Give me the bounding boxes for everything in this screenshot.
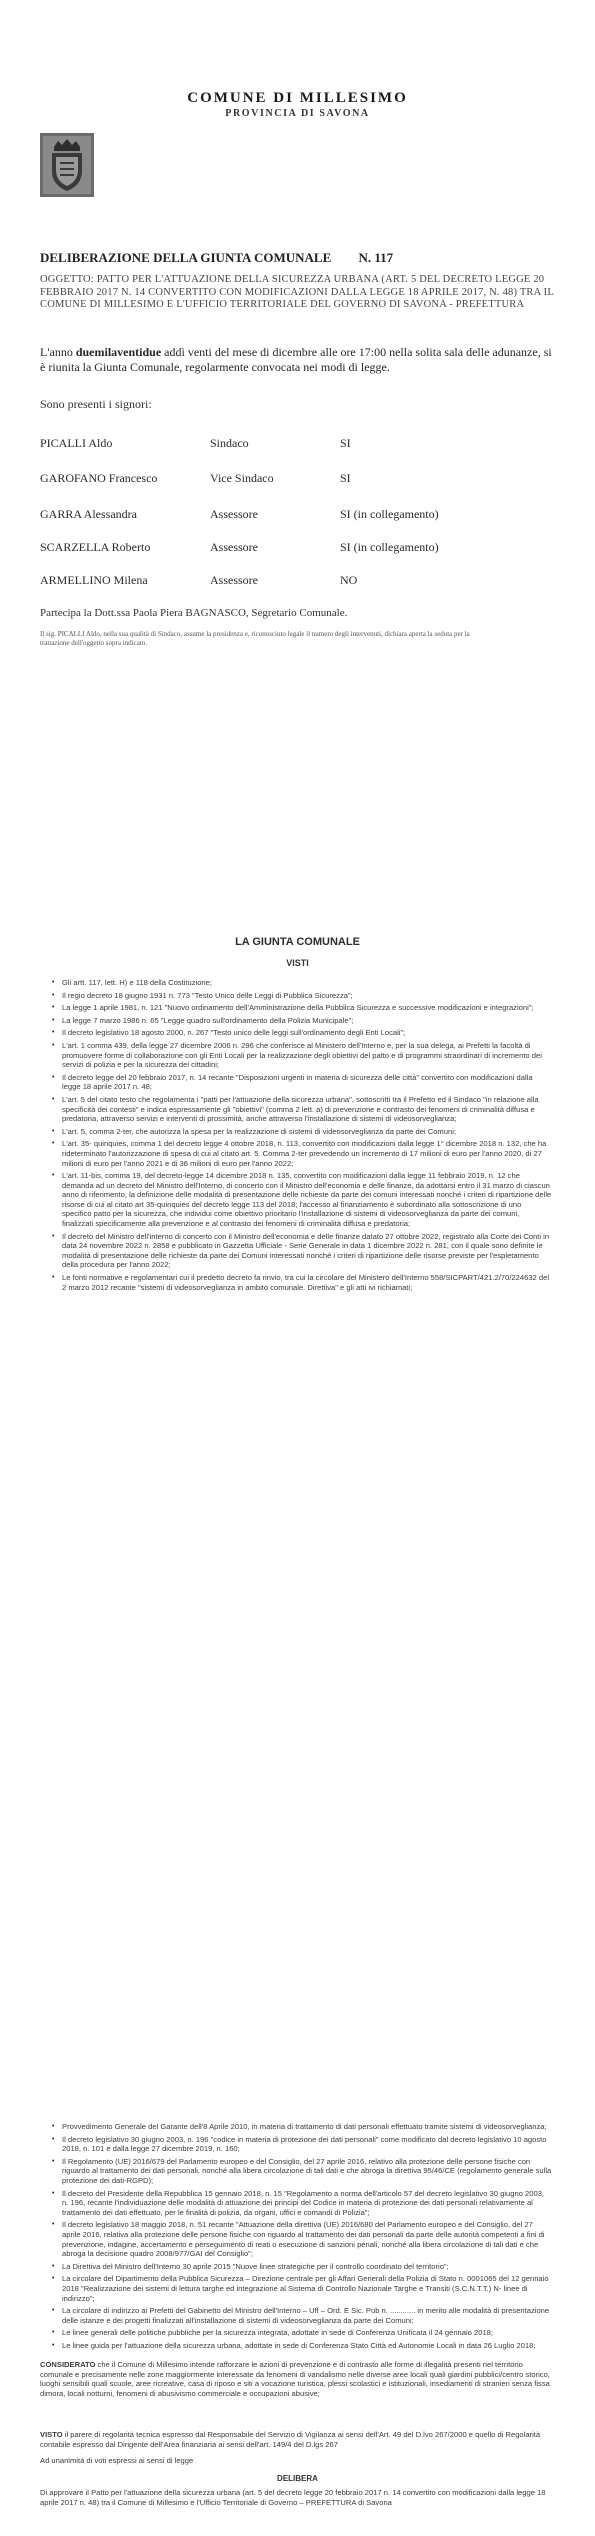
considerato-label: CONSIDERATO xyxy=(40,2360,96,2369)
considerato-text: che il Comune di Millesimo intende rafforzare le azioni di prevenzione e di contrasto alle forme di illegalità presenti nel territorio comunale e precisamente nelle zone maggiormente interessate da fenomeni di vandalismo nelle diverse aree locali quali giardini pubblici/centro storico, luoghi sensibili quali scuole, aree ricreative, casa di riposo e siti a vocazione turistica, plessi scolastici e istituzionali, insediamenti di stranieri senza fissa dimora, locali notturni, fenomeni di abusivismo commerciale e occupazioni abusive; xyxy=(40,2360,550,2398)
visto-text: il parere di regolarità tecnica espresso dal Responsabile del Servizio di Vigilanza ai sensi dell'Art. 49 del D.lvo 267/2000 e quello di Regolarità contabile espresso dal Dirigente dell'Area finanziaria ai sensi dell'art. 149/4 del D.lgs 267 xyxy=(40,2430,541,2449)
bullet-icon: • xyxy=(52,979,55,986)
member-presence: SI xyxy=(340,436,351,450)
member-row xyxy=(40,436,560,452)
delibera-heading: DELIBERA xyxy=(277,2474,318,2483)
member-role: Assessore xyxy=(210,540,258,554)
list-item: • La Direttiva del Ministro dell'Interno 30 aprile 2015 "Nuove linee strategiche per il controllo coordinato del territorio"; xyxy=(52,2261,449,2271)
member-presence: SI (in collegamento) xyxy=(340,507,439,521)
member-name: ARMELLINO Milena xyxy=(40,573,148,587)
partecipa-text: Partecipa la Dott.ssa Paola Piera BAGNASCO, Segretario Comunale. xyxy=(40,607,348,619)
deliberation-number: N. 117 xyxy=(358,250,394,265)
visti-heading: VISTI xyxy=(286,958,309,968)
list-item: • Il decreto legislativo 18 agosto 2000, n. 267 "Testo unico delle leggi sull'ordinamento degli Enti Locali"; xyxy=(52,1028,406,1038)
list-item: • Il regio decreto 18 giugno 1931 n. 773 "Testo Unico delle Leggi di Pubblica Sicurezza"; xyxy=(52,990,353,1000)
bullet-icon: • xyxy=(52,2135,55,2143)
list-item: • Il decreto legge del 20 febbraio 2017, n. 14 recante "Disposizioni urgenti in materia di sicurezza delle città" convertito con modificazioni dalla legge 18 aprile 2017 n. 48; xyxy=(52,1072,533,1092)
list-item: • Il decreto legislativo 30 giugno 2003, n. 196 "codice in materia di protezione dei dati personali" come modificato dal decreto legislativo 10 agosto 2018, n. 101 e dalla legge 27 dicembre 2019, n. 160; xyxy=(52,2134,547,2154)
bullet-icon: • xyxy=(52,1095,55,1103)
approvare-paragraph: Di approvare il Patto per l'attuazione della sicurezza urbana (art. 5 del decreto legge 20 febbraio 2017 n. 14 convertito con modificazioni dalla legge 18 aprile 2017 n. 48) tra il Comune di Millesimo e l'Ufficio Territoriale di Governo – PREFETTURA di Savona xyxy=(40,2488,546,2507)
member-row xyxy=(40,573,560,589)
list-item: • La circolare del Dipartimento della Pubblica Sicurezza – Direzione centrale per gli Affari Generali della Polizia di Stato n. 0001065 del 12 gennaio 2018 "Realizzazione dei sistemi di lettura targhe ed integrazione al Sistema di Controllo Nazionale Targhe e Transiti (S.C.N.T.T.) N- linee di indirizzo"; xyxy=(52,2274,549,2303)
bullet-icon: • xyxy=(52,2157,55,2165)
member-role: Vice Sindaco xyxy=(210,471,274,485)
visto-paragraph xyxy=(40,2430,555,2449)
bullet-icon: • xyxy=(52,2189,55,2197)
bullet-icon: • xyxy=(52,1016,55,1024)
presidency-note: Il sig. PICALLI Aldo, nella sua qualità di Sindaco, assume la presidenza e, riconosciuto legale il numero degli intervenuti, dichiara aperta la seduta per la trattazione dell'oggetto sopra indicato. xyxy=(40,630,470,647)
list-item: • Le linee guida per l'attuazione della sicurezza urbana, adottate in sede di Conferenza Stato Città ed Autonomie Locali in data 26 Luglio 2018; xyxy=(52,2340,536,2350)
member-name: GAROFANO Francesco xyxy=(40,471,158,485)
member-presence: NO xyxy=(340,573,358,587)
giunta-heading: LA GIUNTA COMUNALE xyxy=(235,936,360,948)
list-item: • La legge 7 marzo 1986 n. 65 "Legge quadro sull'ordinamento della Polizia Municipale"; xyxy=(52,1015,354,1025)
list-item: • Il decreto legislativo 18 maggio 2018, n. 51 recante "Attuazione della direttiva (UE) 2016/680 del Parlamento europeo e del Consiglio, del 27 aprile 2016, relativa alla protezione delle persone fisiche con riguardo al trattamento dei dati personali da parte delle autorità competenti a fini di prevenzione, indagine, accertamento e perseguimento di reati o esecuzione di sanzioni penali, nonché alla libera circolazione di tali dati e che abroga la decisione quadro 2008/977/GAI del Consiglio"; xyxy=(52,2220,545,2259)
member-role: Assessore xyxy=(210,573,258,587)
unanimita-text: Ad unanimità di voti espressi ai sensi di legge xyxy=(40,2456,194,2465)
bullet-icon: • xyxy=(52,1274,55,1282)
member-role: Sindaco xyxy=(210,436,249,450)
bullet-icon: • xyxy=(52,1140,55,1148)
bullet-icon: • xyxy=(52,2329,55,2337)
bullet-icon: • xyxy=(52,1029,55,1037)
list-item: • Provvedimento Generale del Garante dell'8 Aprile 2010, in materia di trattamento di dati personali effettuato tramite sistemi di videosorveglianza; xyxy=(52,2122,547,2131)
bullet-icon: • xyxy=(52,1073,55,1081)
member-presence: SI (in collegamento) xyxy=(340,540,439,554)
list-item: • Le fonti normative e regolamentari cui il predetto decreto fa rinvio, tra cui la circolare del Ministero dell'Interno 558/SICPART/421.2/70/224632 del 2 marzo 2012 recante "sistemi di videosorveglianza in ambito comunale. Direttiva" e gli atti ivi richiamati; xyxy=(52,1273,550,1292)
member-name: PICALLI Aldo xyxy=(40,436,113,450)
list-item: • L'art. 11-bis, comma 19, del decreto-legge 14 dicembre 2018 n. 135, convertito con modificazioni dalla legge 11 febbraio 2019, n. 12 che demanda ad un decreto del Ministro dell'Interno, di concerto con il Ministro dell'economia e delle finanze, da adottarsi entro il 31 marzo di ciascun anno di riferimento, la definizione delle modalità di presentazione delle richieste da parte dei comuni interessati nonché i criteri di ripartizione delle risorse di cui al citato art 35-quinquies del decreto legge 113 del 2018; l'accesso al finanziamento è subordinato alla sottoscrizione di uno specifico patto per la sicurezza, che individui come obiettivo prioritario l'installazione di sistemi di videosorveglianza da parte dei comuni, finalizzati specificamente alla prevenzione e al contrasto dei fenomeni di criminalità diffusa e predatoria; xyxy=(52,1171,552,1229)
intro-paragraph xyxy=(40,345,560,375)
list-item: • Il decreto del Presidente della Repubblica 15 gennaio 2018, n. 15 "Regolamento a norma dell'articolo 57 del decreto legislativo 30 giugno 2003, n. 196, recante l'individuazione delle modalità di attuazione dei principi del Codice in materia di protezione dei dati personali relativamente al trattamento dei dati effettuato, per le finalità di polizia, da organi, uffici e comandi di Polizia"; xyxy=(52,2188,545,2217)
member-presence: SI xyxy=(340,471,351,485)
member-name: SCARZELLA Roberto xyxy=(40,540,151,554)
visti-list-continued xyxy=(52,2122,552,2353)
comune-title: COMUNE DI MILLESIMO xyxy=(187,90,408,106)
deliberation-body: DELLA GIUNTA COMUNALE xyxy=(153,250,332,265)
list-item: • La circolare di indirizzo ai Prefetti del Gabinetto del Ministro dell'Interno – Uff – Ord. E Sic. Pub n. ............ in merito alle modalità di presentazione delle istanze e dei progetti finalizzati all'installazione di sistemi di videosorveglianza da parte dei Comuni; xyxy=(52,2306,550,2325)
list-item: • L'art. 5, comma 2-ter, che autorizza la spesa per la realizzazione di sistemi di videosorveglianza da parte dei Comuni; xyxy=(52,1126,456,1136)
bullet-icon: • xyxy=(52,2221,55,2229)
list-item: • L'art. 1 comma 439, della legge 27 dicembre 2006 n. 296 che conferisce al Ministero dell'Interno e, per la sua delega, ai Prefetti la facoltà di promuovere forme di collaborazione con gli Enti Locali per la realizzazione degli obiettivi del patto e di programmi straordinari di incremento dei servizi di polizia e per la sicurezza dei cittadini; xyxy=(52,1040,542,1070)
bullet-icon: • xyxy=(52,2307,55,2315)
deliberation-prefix: DELIBERAZIONE xyxy=(40,250,150,265)
provincia-subtitle: PROVINCIA DI SAVONA xyxy=(225,108,370,119)
list-item: • Il decreto del Ministro dell'interno di concerto con il Ministro dell'economia e delle finanze datato 27 ottobre 2022, registrato alla Corte dei Conti in data 24 novembre 2022 n. 2858 e pubblicato in Gazzetta Ufficiale - Serie Generale in data 1 dicembre 2022 n. 281, con il quale sono definite le modalità di presentazione delle richieste da parte dei Comuni interessati nonché i criteri di ripartizione delle risorse previste per l'espletamento della procedura per l'anno 2022; xyxy=(52,1231,550,1270)
bullet-icon: • xyxy=(52,2123,55,2130)
presenti-label: Sono presenti i signori: xyxy=(40,397,152,411)
member-name: GARRA Alessandra xyxy=(40,507,137,521)
considerato-paragraph xyxy=(40,2360,555,2398)
bullet-icon: • xyxy=(52,991,55,999)
bullet-icon: • xyxy=(52,1172,55,1180)
bullet-icon: • xyxy=(52,1004,55,1012)
bullet-icon: • xyxy=(52,2262,55,2270)
bullet-icon: • xyxy=(52,2275,55,2283)
visti-list xyxy=(52,978,552,1295)
bullet-icon: • xyxy=(52,1041,55,1049)
list-item: • La legge 1 aprile 1981, n. 121 "Nuovo ordinamento dell'Amministrazione della Pubblica Sicurezza e successive modificazioni e integrazioni"; xyxy=(52,1003,534,1013)
intro-part2: addì venti del mese di dicembre alle ore 17:00 nella solita sala delle adunanze, si è riunita la Giunta Comunale, regolarmente convocata nei modi di legge. xyxy=(40,345,552,374)
bullet-icon: • xyxy=(52,1232,55,1240)
list-item: • L'art. 35- quinquies, comma 1 del decreto legge 4 ottobre 2018, n. 113, convertito con modificazioni dalla legge 1° dicembre 2018 n. 132, che ha rideterminato l'autorizzazione di spesa di cui al citato art. 5. Comma 2-ter prevedendo un incremento di 17 milioni di euro per l'anno 2020, di 27 milioni di euro per l'anno 2021 e di 36 milioni di euro per l'anno 2022; xyxy=(52,1139,547,1168)
oggetto-text: OGGETTO: PATTO PER L'ATTUAZIONE DELLA SICUREZZA URBANA (ART. 5 DEL DECRETO LEGGE 20 FEBBRAIO 2017 N. 14 CONVERTITO CON MODIFICAZIONI DALLA LEGGE 18 APRILE 2017, N. 48) TRA IL COMUNE DI MILLESIMO E L'UFFICIO TERRITORIALE DEL GOVERNO DI SAVONA - PREFETTURA xyxy=(40,274,554,310)
list-item: • Il Regolamento (UE) 2016/679 del Parlamento europeo e del Consiglio, del 27 aprile 2016, relativo alla protezione delle persone fisiche con riguardo al trattamento dei dati personali, nonché alla libera circolazione di tali dati e che abroga la direttiva 95/46/CE (regolamento generale sulla protezione dei dati-RGPD); xyxy=(52,2156,552,2185)
coat-of-arms-icon xyxy=(40,133,94,197)
member-row xyxy=(40,471,560,487)
member-row xyxy=(40,540,560,556)
intro-year: duemilaventidue xyxy=(75,345,162,359)
deliberation-title xyxy=(40,250,393,266)
list-item: • Gli artt. 117, lett. H) e 118 della Costituzione; xyxy=(52,978,212,987)
bullet-icon: • xyxy=(52,1127,55,1135)
member-role: Assessore xyxy=(210,507,258,521)
intro-part1: L'anno xyxy=(40,345,76,359)
member-row xyxy=(40,507,560,523)
bullet-icon: • xyxy=(52,2341,55,2349)
list-item: • L'art. 5 del citato testo che regolamenta i "patti per l'attuazione della sicurezza urbana", sottoscritti tra il Prefetto ed il Sindaco "in relazione alla specificità dei contesti" e indica espressamente gli "obiettivi" (comma 2 lett. a) di prevenzione e contrasto dei fenomeni di criminalità diffusa e predatoria, attraverso servizi e interventi di prossimità, anche attraverso l'installazione di sistemi di videosorveglianza; xyxy=(52,1094,539,1124)
visto-label: VISTO xyxy=(40,2430,63,2439)
list-item: • Le linee generali delle politiche pubbliche per la sicurezza integrata, adottate in sede di Conferenza Unificata il 24 gennaio 2018; xyxy=(52,2328,494,2338)
